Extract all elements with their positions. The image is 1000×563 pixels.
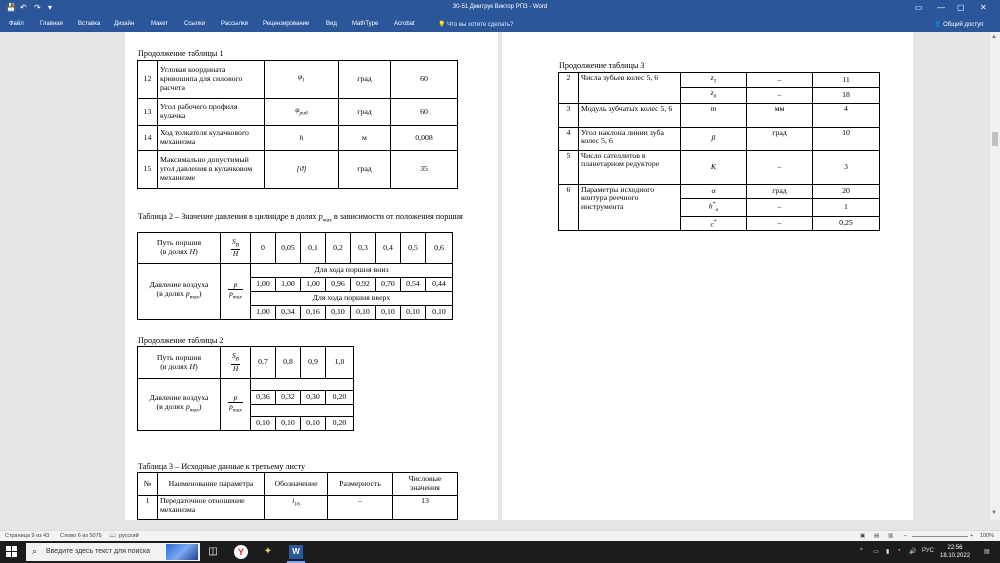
down-value: 0,54 — [401, 278, 426, 292]
customize-quick-access-icon[interactable]: ▾ — [48, 3, 53, 12]
param-unit: град — [747, 184, 813, 198]
minimize-icon[interactable]: — — [937, 3, 945, 12]
language-indicator[interactable]: русский — [119, 533, 139, 539]
zoom-out-icon[interactable]: – — [904, 533, 908, 539]
piston-path-label: Путь поршня (в долях H) — [138, 347, 221, 379]
word-taskbar-icon[interactable]: W — [289, 545, 303, 559]
scroll-up-icon[interactable]: ▲ — [991, 34, 997, 40]
tell-me-search[interactable] — [438, 21, 513, 28]
tray-up-arrow-icon[interactable]: ^ — [860, 548, 863, 554]
param-unit: град — [339, 61, 391, 99]
tab-layout[interactable]: Макет — [151, 21, 168, 27]
empty-cell — [251, 379, 354, 391]
taskbar — [0, 541, 1000, 563]
up-value: 0,10 — [376, 306, 401, 320]
table-row — [138, 151, 458, 189]
table3-continuation-caption: Продолжение таблицы 3 — [559, 61, 645, 70]
tab-view[interactable]: Вид — [326, 21, 337, 27]
param-symbol: α — [681, 184, 747, 198]
up-value: 0,10 — [276, 417, 301, 431]
param-name: Угловая координата кривошипа для силового расчета — [158, 61, 265, 99]
down-value: 0,36 — [251, 391, 276, 405]
row-number: 15 — [138, 151, 158, 189]
table-row — [559, 103, 880, 127]
table-header-row — [138, 473, 458, 496]
param-value: 13 — [393, 496, 458, 520]
tab-design[interactable]: Дизайн — [114, 21, 135, 27]
maximize-icon[interactable]: ▢ — [957, 3, 965, 12]
param-unit: – — [747, 88, 813, 103]
volume-icon[interactable]: 🔊 — [909, 549, 917, 555]
down-value: 1,00 — [251, 278, 276, 292]
column-header: Числовые значения — [393, 473, 458, 496]
up-value: 0,34 — [276, 306, 301, 320]
p-over-pmax-fraction: p $p_{max}$ — [221, 379, 251, 431]
table-row — [138, 379, 354, 391]
taskbar-search[interactable] — [26, 543, 200, 561]
param-unit: град — [339, 99, 391, 126]
table1-continuation — [137, 60, 458, 189]
redo-icon[interactable]: ↷ — [34, 3, 41, 12]
table2-continuation-caption: Продолжение таблицы 2 — [138, 336, 224, 345]
param-name: Ход толкателя кулачкового механизма — [158, 126, 265, 151]
down-value: 1,00 — [301, 278, 326, 292]
stroke-down-label: Для хода поршня вниз — [251, 264, 453, 278]
tab-mailings[interactable]: Рассылки — [221, 21, 248, 27]
zoom-in-icon[interactable]: + — [970, 533, 974, 539]
down-value: 0,32 — [276, 391, 301, 405]
tab-insert[interactable]: Вставка — [78, 21, 101, 27]
param-unit: – — [328, 496, 393, 520]
ribbon-tabs — [0, 17, 1000, 32]
param-name: Число сателлитов в планетарном редукторе — [579, 150, 681, 184]
table-row — [559, 184, 880, 198]
air-pressure-label: Давление воздуха (в долях $p_{max}$) — [138, 379, 221, 431]
param-name: Передаточное отношение механизма — [158, 496, 265, 520]
input-language[interactable]: РУС — [922, 548, 935, 554]
row-number: 12 — [138, 61, 158, 99]
title-bar — [0, 0, 1000, 17]
save-icon[interactable]: 💾 — [6, 3, 16, 12]
down-value: 0,92 — [351, 278, 376, 292]
zoom-level[interactable]: 100% — [980, 533, 995, 539]
document-area[interactable] — [0, 32, 1000, 520]
table-row — [138, 496, 458, 520]
param-name: Угол наклона линии зуба колес 5, 6 — [579, 127, 681, 150]
clock-time: 22:56 — [947, 545, 963, 551]
up-value: 0,20 — [326, 417, 354, 431]
param-value: 60 — [391, 99, 458, 126]
undo-icon[interactable]: ↶ — [20, 3, 27, 12]
air-pressure-label: Давление воздуха (в долях $p_{max}$) — [138, 264, 221, 320]
empty-cell — [251, 405, 354, 417]
read-mode-icon[interactable]: ▣ — [860, 533, 866, 539]
row-number: 3 — [559, 103, 579, 127]
table3-initial-data — [137, 472, 458, 520]
column-header: Наименование параметра — [158, 473, 265, 496]
search-placeholder: Введите здесь текст для поиска — [46, 548, 151, 555]
position-cell: 0,9 — [301, 347, 326, 379]
param-symbol: c* — [681, 216, 747, 230]
table-row — [138, 347, 354, 379]
up-value: 0,10 — [251, 417, 276, 431]
scroll-down-icon[interactable]: ▼ — [991, 510, 997, 516]
table2-continuation — [137, 346, 354, 431]
param-symbol: K — [681, 150, 747, 184]
param-value: 60 — [391, 61, 458, 99]
param-value: 18 — [813, 88, 880, 103]
position-cell: 0,2 — [326, 233, 351, 264]
notifications-icon[interactable]: ▤ — [984, 549, 990, 555]
row-number: 5 — [559, 150, 579, 184]
table3-caption: Таблица 3 – Исходные данные к третьему листу — [138, 462, 306, 471]
battery-icon[interactable]: ▮ — [886, 549, 890, 555]
close-icon[interactable]: ✕ — [980, 3, 987, 12]
param-symbol: $h^*_a$ — [681, 198, 747, 216]
status-bar — [0, 530, 1000, 541]
row-number: 4 — [559, 127, 579, 150]
param-symbol: [ϑ] — [265, 151, 339, 189]
document-title: 30-51 Дмитрук Виктор РПЗ - Word — [452, 4, 548, 10]
web-layout-icon[interactable]: ▥ — [888, 533, 894, 539]
param-unit: – — [747, 150, 813, 184]
table-row — [138, 264, 453, 278]
row-number: 1 — [138, 496, 158, 520]
piston-path-label: Путь поршня (в долях H) — [138, 233, 221, 264]
tab-review[interactable]: Рецензирование — [263, 21, 310, 27]
sb-over-h-fraction: $\frac{S_B}{H}$ — [221, 233, 251, 264]
param-unit: – — [747, 198, 813, 216]
tell-me-label: Что вы хотите сделать? — [447, 22, 514, 28]
param-symbol: $z_5$ — [681, 73, 747, 88]
param-unit: – — [747, 73, 813, 88]
position-cell: 0,7 — [251, 347, 276, 379]
table-row — [559, 150, 880, 184]
param-value: 35 — [391, 151, 458, 189]
tab-file[interactable]: Файл — [9, 21, 24, 27]
param-symbol: m — [681, 103, 747, 127]
row-number: 6 — [559, 184, 579, 230]
down-value: 0,96 — [326, 278, 351, 292]
clock[interactable] — [940, 544, 970, 560]
param-unit: – — [747, 216, 813, 230]
tab-home[interactable]: Главная — [40, 21, 63, 27]
share-label: Общий доступ — [943, 22, 984, 28]
position-cell: 0,8 — [276, 347, 301, 379]
param-unit: мм — [747, 103, 813, 127]
task-view-icon[interactable]: ◫ — [208, 546, 218, 557]
table-row — [559, 73, 880, 88]
param-name: Максимально допустимый угол давления в кулачковом механизме — [158, 151, 265, 189]
up-value: 0,10 — [326, 306, 351, 320]
column-header: Обозначение — [265, 473, 328, 496]
scroll-thumb[interactable] — [992, 132, 998, 146]
param-unit: град — [339, 151, 391, 189]
table2-pressure — [137, 232, 453, 320]
page-count[interactable]: Страница 9 из 43 — [5, 533, 50, 539]
param-value: 11 — [813, 73, 880, 88]
ribbon-display-options-icon[interactable]: ▭ — [915, 3, 923, 12]
page-right[interactable] — [502, 32, 913, 520]
search-highlight-image — [166, 544, 198, 560]
column-header: Размерность — [328, 473, 393, 496]
tab-references[interactable]: Ссылки — [184, 21, 206, 27]
up-value: 0,10 — [401, 306, 426, 320]
up-value: 0,10 — [351, 306, 376, 320]
clock-date: 18.10.2022 — [940, 553, 971, 559]
vertical-scrollbar[interactable] — [990, 32, 1000, 520]
down-value: 0,44 — [426, 278, 453, 292]
down-value: 0,30 — [301, 391, 326, 405]
up-value: 0,10 — [301, 417, 326, 431]
spellcheck-icon[interactable]: 📖 — [109, 533, 116, 539]
yandex-browser-icon[interactable]: Y — [234, 545, 248, 559]
param-value: 3 — [813, 150, 880, 184]
table2-caption: Таблица 2 – Значение давления в цилиндре в долях $p_{max}$ в зависимости от положения поршня — [138, 212, 463, 224]
lightbulb-icon: 💡 — [438, 22, 448, 28]
position-cell: 0,6 — [426, 233, 453, 264]
down-value: 1,00 — [276, 278, 301, 292]
position-cell: 0,4 — [376, 233, 401, 264]
param-value: 20 — [813, 184, 880, 198]
param-unit: м — [339, 126, 391, 151]
up-value: 0,10 — [426, 306, 453, 320]
wifi-icon[interactable]: ◔ — [897, 548, 901, 554]
position-cell: 0,1 — [301, 233, 326, 264]
position-cell: 0,05 — [276, 233, 301, 264]
param-value: 0,008 — [391, 126, 458, 151]
param-symbol: $\varphi_1$ — [265, 61, 339, 99]
param-value: 10 — [813, 127, 880, 150]
page-left[interactable] — [125, 32, 498, 520]
position-cell: 1,0 — [326, 347, 354, 379]
param-value: 4 — [813, 103, 880, 127]
column-header: № — [138, 473, 158, 496]
table-row — [138, 99, 458, 126]
param-name: Числа зубьев колес 5, 6 — [579, 73, 681, 104]
word-count[interactable]: Слово 6 из 5075 — [60, 533, 102, 539]
position-cell: 0 — [251, 233, 276, 264]
position-cell: 0,3 — [351, 233, 376, 264]
up-value: 1,00 — [251, 306, 276, 320]
share-button[interactable] — [934, 21, 983, 28]
tab-mathtype[interactable]: MathType — [352, 21, 379, 27]
network-icon[interactable]: ▭ — [873, 549, 879, 555]
search-icon: ⌕ — [32, 546, 38, 556]
row-number: 2 — [559, 73, 579, 104]
param-symbol: $z_6$ — [681, 88, 747, 103]
row-number: 14 — [138, 126, 158, 151]
table-row — [559, 127, 880, 150]
stroke-up-label: Для хода поршня вверх — [251, 292, 453, 306]
up-value: 0,16 — [301, 306, 326, 320]
table1-continuation-caption: Продолжение таблицы 1 — [138, 49, 224, 58]
param-symbol: β — [681, 127, 747, 150]
sb-over-h-fraction: $\frac{S_B}{H}$ — [221, 347, 251, 379]
table-row — [138, 61, 458, 99]
param-symbol: $\varphi_{раб}$ — [265, 99, 339, 126]
param-name: Модуль зубчатых колес 5, 6 — [579, 103, 681, 127]
windows-start-icon[interactable] — [6, 546, 17, 557]
param-name: Угол рабочего профиля кулачка — [158, 99, 265, 126]
row-number: 13 — [138, 99, 158, 126]
param-value: 0,25 — [813, 216, 880, 230]
table3-continuation — [558, 72, 880, 231]
tab-acrobat[interactable]: Acrobat — [394, 21, 415, 27]
zoom-slider[interactable] — [912, 536, 968, 537]
position-cell: 0,5 — [401, 233, 426, 264]
param-unit: град — [747, 127, 813, 150]
app-icon-1[interactable]: ✦ — [263, 546, 273, 557]
down-value: 0,70 — [376, 278, 401, 292]
p-over-pmax-fraction: p $p_{max}$ — [221, 264, 251, 320]
param-symbol: h — [265, 126, 339, 151]
param-value: 1 — [813, 198, 880, 216]
print-layout-icon[interactable]: ▤ — [874, 533, 880, 539]
down-value: 0,20 — [326, 391, 354, 405]
table-row — [138, 233, 453, 264]
param-symbol: $i_{16}$ — [265, 496, 328, 520]
table-row — [138, 126, 458, 151]
param-name: Параметры исходного контура реечного инструмента — [579, 184, 681, 230]
person-icon: 👤 — [934, 22, 944, 28]
